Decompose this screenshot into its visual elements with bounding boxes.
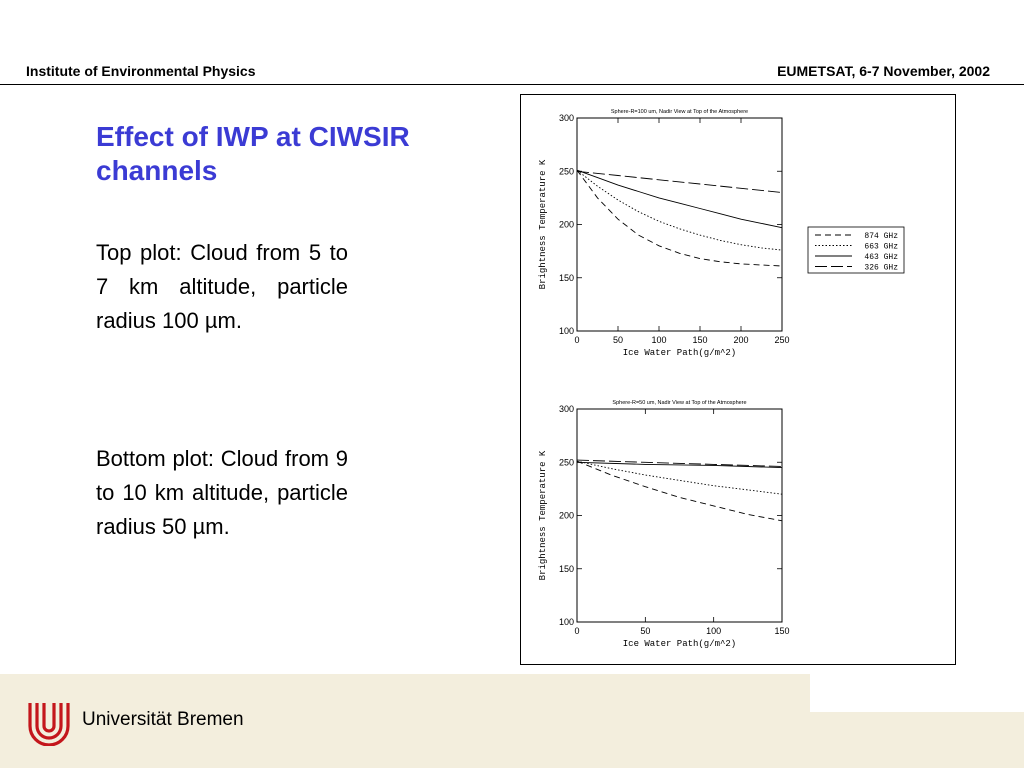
chart1-x-tick-label: 50: [612, 335, 624, 345]
chart2-x-tick-label: 100: [706, 626, 722, 636]
chart2-y-tick-label: 250: [558, 457, 574, 468]
chart1-x-tick-label: 250: [774, 335, 790, 345]
chart1-series-463-ghz: [577, 170, 782, 228]
chart1-x-tick-label: 0: [574, 335, 580, 345]
chart1-legend-label: 463 GHz: [864, 253, 898, 262]
chart1-legend-label: 326 GHz: [864, 263, 898, 273]
chart1-title: Sphere-R=100 um, Nadir View at Top of the Atmosphere: [610, 109, 749, 115]
bottom-plot-description: Bottom plot: Cloud from 9 to 10 km altitude, particle radius 50 µm.: [96, 446, 348, 539]
chart2-y-tick-label: 200: [558, 510, 574, 521]
chart2-title: Sphere-R=50 um, Nadir View at Top of the Atmosphere: [612, 400, 747, 406]
university-name: Universität Bremen: [82, 709, 244, 730]
chart1-legend-label: 663 GHz: [864, 242, 898, 252]
header-rule: [0, 84, 1024, 85]
chart1-y-tick-label: 300: [558, 113, 574, 123]
chart1-x-tick-label: 100: [651, 335, 667, 345]
header-left: Institute of Environmental Physics: [26, 63, 256, 79]
chart1-y-tick-label: 250: [558, 166, 574, 177]
chart2-series-663-ghz: [577, 461, 782, 494]
chart1-x-tick-label: 200: [733, 335, 749, 345]
university-logo: [26, 700, 72, 751]
chart2-x-tick-label: 0: [574, 626, 580, 636]
chart2-x-tick-label: 50: [640, 626, 651, 636]
chart1-y-tick-label: 150: [558, 272, 574, 283]
chart1-plot-frame: [577, 118, 782, 331]
charts-svg: [521, 95, 955, 664]
chart1-legend-label: 874 GHz: [864, 232, 898, 241]
chart1-series-874-ghz: [577, 170, 782, 266]
chart2-x-axis-label: Ice Water Path(g/m^2): [622, 639, 737, 649]
chart2-y-axis-label: Brightness Temperature K: [538, 450, 548, 581]
top-plot-description: Top plot: Cloud from 5 to 7 km altitude, particle radius 100 µm.: [96, 240, 348, 333]
chart1-y-tick-label: 200: [558, 219, 574, 230]
chart1-series-326-ghz: [577, 171, 782, 192]
footer-band-right: [810, 712, 1024, 768]
chart1-x-axis-label: Ice Water Path(g/m^2): [622, 348, 737, 358]
slide-title: Effect of IWP at CIWSIR channels: [96, 121, 410, 186]
chart2-y-tick-label: 150: [558, 563, 574, 574]
chart2-y-tick-label: 300: [558, 404, 574, 414]
chart2-x-tick-label: 150: [774, 626, 790, 636]
header-right: EUMETSAT, 6-7 November, 2002: [777, 63, 990, 79]
chart1-y-axis-label: Brightness Temperature K: [538, 159, 548, 290]
chart1-x-tick-label: 150: [692, 335, 708, 345]
figure-panel: [520, 94, 956, 665]
chart2-series-874-ghz: [577, 461, 782, 521]
chart2-y-tick-label: 100: [558, 617, 574, 627]
chart1-y-tick-label: 100: [558, 326, 574, 336]
